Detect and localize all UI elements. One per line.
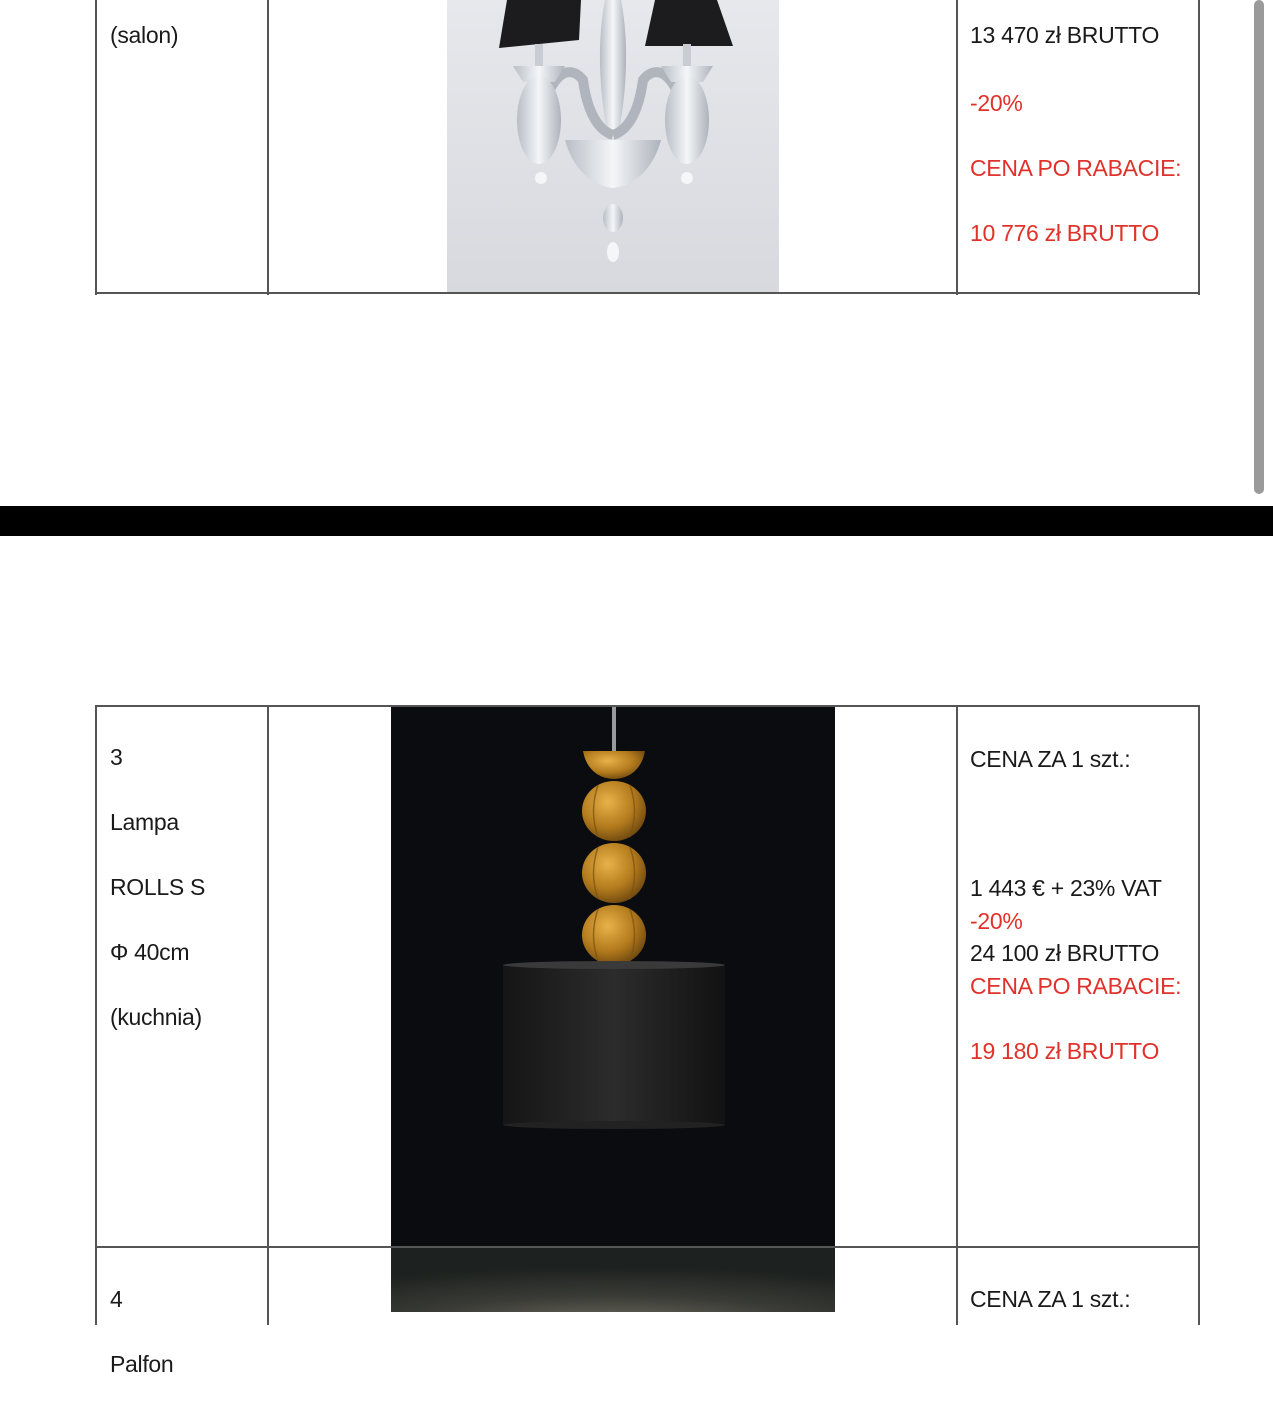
row3-price-eur: 1 443 € + 23% VAT	[970, 875, 1162, 901]
row2-price	[970, 0, 1195, 51]
table-border-col2	[267, 0, 269, 295]
row2-price-brutto: 13 470 zł BRUTTO	[970, 21, 1160, 48]
row3-discount-label: CENA PO RABACIE:	[970, 972, 1182, 999]
row2-discount-label: CENA PO RABACIE:	[970, 154, 1182, 181]
row2-description	[110, 0, 260, 51]
row3-price-header: CENA ZA 1 szt.:	[970, 745, 1131, 772]
row3-number: 3	[110, 743, 123, 770]
table-border-col3	[956, 705, 958, 1325]
row4-price-header: CENA ZA 1 szt.:	[970, 1285, 1131, 1312]
row3-discount-percent: -20%	[970, 907, 1023, 934]
table-border-left	[95, 705, 97, 1325]
table-border-right	[1198, 0, 1200, 295]
document-page-1	[0, 0, 1273, 506]
ceiling-lamp-image	[391, 1248, 835, 1312]
row2-room: (salon)	[110, 21, 179, 48]
row2-discount-block	[970, 54, 1195, 282]
row4-number: 4	[110, 1285, 123, 1312]
row3-discount-price: 19 180 zł BRUTTO	[970, 1037, 1160, 1064]
table-border-right	[1198, 705, 1200, 1325]
table-border-bottom	[95, 292, 1200, 294]
pendant-lamp-image	[391, 707, 835, 1246]
row3-size: Φ 40cm	[110, 938, 190, 965]
row3-discount-block	[970, 872, 1195, 1100]
row2-discount-percent: -20%	[970, 89, 1023, 116]
chandelier-image	[447, 0, 779, 292]
row3-room: (kuchnia)	[110, 1003, 202, 1030]
row2-discount-price: 10 776 zł BRUTTO	[970, 219, 1160, 246]
row3-description	[110, 708, 260, 1066]
table-border-col2	[267, 705, 269, 1325]
table-border-col3	[956, 0, 958, 295]
page-separator	[0, 506, 1273, 536]
scrollbar-thumb[interactable]	[1254, 0, 1264, 494]
row4-price-block	[970, 1250, 1195, 1348]
row3-model: ROLLS S	[110, 873, 206, 900]
row4-name: Palfon	[110, 1350, 174, 1377]
row4-description	[110, 1250, 260, 1413]
document-page-2	[0, 536, 1273, 1377]
row3-name: Lampa	[110, 808, 179, 835]
row3-price-brutto: 24 100 zł BRUTTO	[970, 940, 1160, 966]
table-border-left	[95, 0, 97, 295]
